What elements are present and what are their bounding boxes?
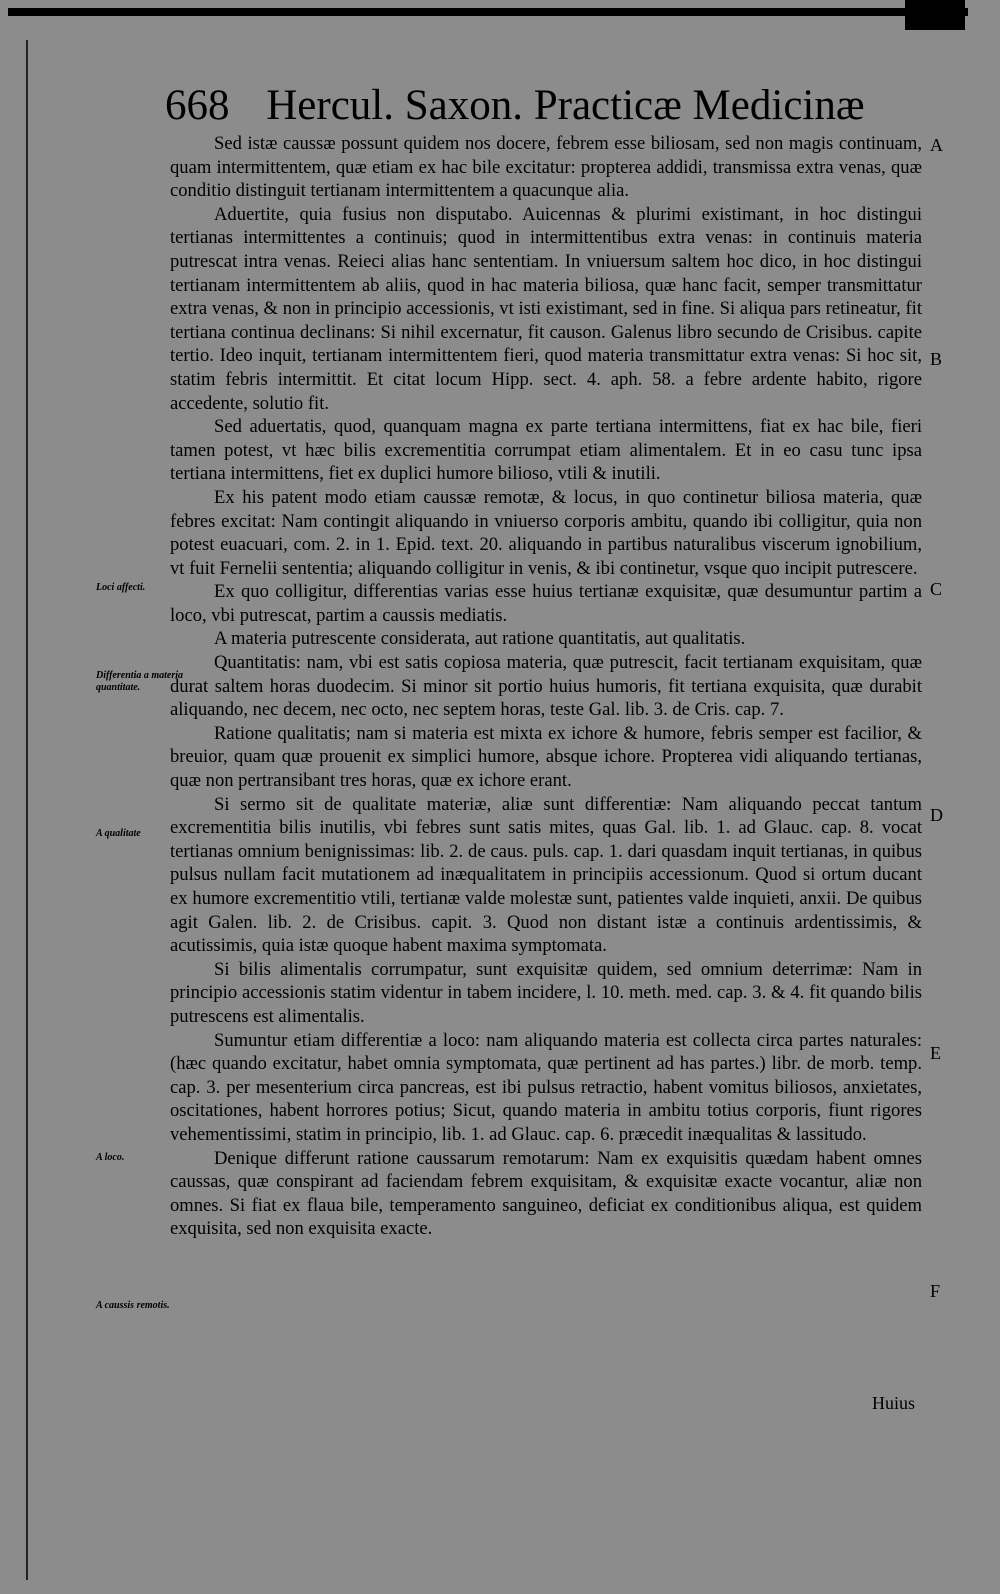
margin-note-differentia: Differentia a materia quantitate.	[96, 670, 184, 693]
section-marker-d: D	[930, 805, 943, 825]
margin-note-a-loco: A loco.	[96, 1152, 125, 1163]
section-marker-c: C	[930, 579, 943, 599]
paragraph: Ex his patent modo etiam caussæ remotæ, & locus, in quo continetur biliosa materia, quæ febres excitat: Nam contingit aliquando in vniuerso corporis ambitu, quando ibi colligitur, quia non potest euacuari, com. 2. in 1. Epid. text. 20. aliquando in partibus naturalibus viscerum ignobilium, vt fuit Fernelii sententia; aliquando colligitur in venis, & ibi continetur, vsque quo incipit putrescere.	[170, 486, 922, 579]
catchword: Huius	[872, 1393, 916, 1413]
paragraph: Quantitatis: nam, vbi est satis copiosa materia, quæ putrescit, facit tertianam exquisitam, quæ durat saltem horas duodecim. Si minor sit portio huius humoris, fit tertiana exquisita, quæ durabit aliquando, nec decem, nec octo, nec septem horas, teste Gal. lib. 3. de Cris. cap. 7.	[170, 652, 922, 721]
paragraph: Sed istæ caussæ possunt quidem nos docere, febrem esse biliosam, sed non magis continuam, quam intermittentem, quæ etiam ex hac bile excitatur: propterea addidi, transmissa extra venas, quæ conditio distinguit tertianam intermittentem a quacunque alia.	[170, 133, 922, 202]
section-marker-b: B	[930, 349, 943, 369]
paragraph: Sed aduertatis, quod, quanquam magna ex parte tertiana intermittens, fiat ex hac bile, fieri tamen potest, vt hæc bilis excrementitia corrumpat etiam alimentalem. Et in eo casu tunc ipsa tertiana intermittens, fiet ex duplici humore bilioso, vtili & inutili.	[170, 416, 922, 485]
paragraph: Denique differunt ratione caussarum remotarum: Nam ex exquisitis quædam habent omnes caussas, quæ conspirant ad faciendam febrem exquisitam, & exquisitæ exacte vocantur, aliæ non omnes. Si fiat ex flaua bile, temperamento sanguineo, deficiat ex conditionibus aliqua, est quidem exquisita, sed non exquisita exacte.	[170, 1147, 922, 1240]
paragraph: Ex quo colligitur, differentias varias esse huius tertianæ exquisitæ, quæ desumuntur partim a loco, vbi putrescat, partim a caussis mediatis.	[170, 581, 922, 626]
page-edge	[26, 40, 40, 1580]
top-rule-end	[905, 0, 965, 30]
top-rule	[8, 8, 968, 16]
paragraph: Si bilis alimentalis corrumpatur, sunt exquisitæ quidem, sed omnium deterrimæ: Nam in principio accessionis statim videntur in tabem incidere, l. 10. meth. med. cap. 3. & 4. fit quando bilis putrescens est alimentalis.	[170, 958, 922, 1027]
margin-note-loci-affecti: Loci affecti.	[96, 582, 146, 593]
section-marker-e: E	[930, 1043, 941, 1063]
margin-note-a-caussis-remotis: A caussis remotis.	[96, 1300, 170, 1311]
paragraph: Ratione qualitatis; nam si materia est mixta ex ichore & humore, febris semper est facilior, & breuior, quam quæ prouenit ex simplici humore, absque ichore. Propterea vidi aliquando tertianas, quæ non pertransibant tres horas, quæ ex ichore erant.	[170, 722, 922, 792]
page-header	[165, 78, 865, 134]
paragraph: Sumuntur etiam differentiæ a loco: nam aliquando materia est collecta circa partes naturales: (hæc quando excitatur, habet omnia symptomata, quæ pertinent ad has partes.) libr. de morb. temp. cap. 3. per mesenterium circa pancreas, est ibi pulsus retractio, habent vomitus biliosos, anxietates, oscitationes, habent horrores potius; Sicut, quando materia in ambitu totius corporis, fiunt rigores vehementissimi, statim in principio, lib. 1. ad Glauc. cap. 6. præcedit inæqualitas & lassitudo.	[170, 1029, 922, 1145]
paragraph: Aduertite, quia fusius non disputabo. Auicennas & plurimi existimant, in hoc distingui tertianas intermittentes a continuis; quod in intermittentibus extra venas: in continuis materia putrescat intra venas. Reieci alias hanc sententiam. In vniuersum saltem hoc dico, in hoc distingui tertianam intermittentem ab aliis, quod in hac materia biliosa, quæ hanc facit, semper transmittatur extra venas, & non in principio accessionis, vt isti existimant, sed in fine. Si aliqua pars retineatur, fit tertiana continua declinans: Si nihil excernatur, fit causon. Galenus libro secundo de Crisibus. capite tertio. Ideo inquit, tertianam intermittentem fieri, quod materia transmittatur extra venas: Si hoc sit, statim febris intermittit. Et citat locum Hipp. sect. 4. aph. 58. a febre ardente habito, rigore accedente, solutio fit.	[170, 203, 922, 414]
page-number: 668	[165, 82, 230, 129]
paragraph: Si sermo sit de qualitate materiæ, aliæ sunt differentiæ: Nam aliquando peccat tantum excrementitia bilis inutilis, vbi febres sunt satis mites, quas Gal. lib. 1. ad Glauc. cap. 8. vocat tertianas omnium benignissimas: lib. 2. de caus. puls. cap. 1. dari quasdam inquit tertianas, in quibus pulsus nullam facit mutationem ad inæqualitatem in principiis accessionum. Quod si ortum ducant ex humore excrementitio vtili, tertianæ valde molestæ sunt, patientes valde inquieti, anxii. De quibus agit Galen. lib. 2. de Crisibus. capit. 3. Quod non distant istæ a continuis ardentissimis, & acutissimis, quia istæ quoque habent maxima symptomata.	[170, 793, 922, 957]
section-marker-f: F	[930, 1281, 941, 1301]
body-text	[170, 132, 922, 1241]
running-title: Hercul. Saxon. Practicæ Medicinæ	[266, 82, 865, 129]
margin-note-a-qualitate: A qualitate	[96, 828, 141, 839]
section-marker-a: A	[930, 135, 943, 155]
paragraph: A materia putrescente considerata, aut ratione quantitatis, aut qualitatis.	[214, 628, 746, 650]
